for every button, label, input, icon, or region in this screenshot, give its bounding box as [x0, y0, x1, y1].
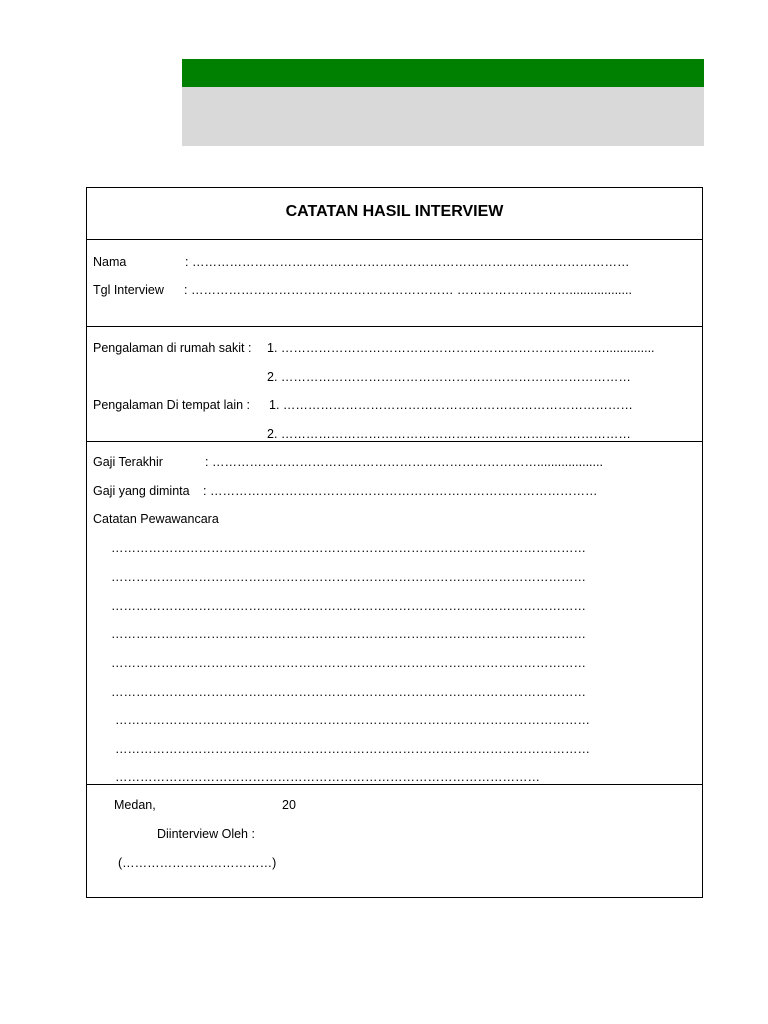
pengalaman-lain-field-2: 2. …………………………………………………………………………	[267, 427, 631, 441]
catatan-line: ……………………………………………………………………………………………………	[111, 685, 586, 699]
pengalaman-lain-field-1: 1. …………………………………………………………………………	[269, 398, 633, 412]
divider-title	[87, 239, 702, 240]
header-gray-bar	[182, 87, 704, 146]
catatan-line: ……………………………………………………………………………………………………	[111, 599, 586, 613]
divider-experience	[87, 441, 702, 442]
catatan-line: ……………………………………………………………………………………………………	[111, 570, 586, 584]
tgl-interview-field: : ……………………………………………………… ………………………..................	[184, 283, 632, 297]
catatan-line: ……………………………………………………………………………………………………	[115, 742, 590, 756]
catatan-line: ……………………………………………………………………………………………………	[111, 627, 586, 641]
interview-form	[86, 187, 703, 898]
divider-notes	[87, 784, 702, 785]
diinterview-label: Diinterview Oleh :	[157, 827, 255, 841]
nama-field: : ……………………………………………………………………………………………	[185, 255, 630, 269]
catatan-line: ……………………………………………………………………………………………………	[111, 656, 586, 670]
pengalaman-rs-field-1: 1. ……………………………………………………………………..............	[267, 341, 655, 355]
form-title: CATATAN HASIL INTERVIEW	[285, 203, 504, 220]
signature-line: (………………………………)	[118, 856, 277, 870]
gaji-terakhir-field: : ……………………………………………………………………...................	[205, 455, 603, 469]
catatan-line: ……………………………………………………………………………………………………	[115, 713, 590, 727]
nama-label: Nama	[93, 255, 127, 269]
divider-identity	[87, 326, 702, 327]
catatan-label: Catatan Pewawancara	[93, 512, 219, 526]
header-green-bar	[182, 59, 704, 87]
catatan-line: …………………………………………………………………………………………	[115, 770, 540, 784]
pengalaman-rs-field-2: 2. …………………………………………………………………………	[267, 370, 631, 384]
medan-label: Medan,	[114, 798, 156, 812]
tgl-interview-label: Tgl Interview	[93, 283, 164, 297]
gaji-terakhir-label: Gaji Terakhir	[93, 455, 163, 469]
gaji-diminta-label: Gaji yang diminta	[93, 484, 190, 498]
pengalaman-lain-label: Pengalaman Di tempat lain :	[93, 398, 251, 412]
catatan-line: ……………………………………………………………………………………………………	[111, 541, 586, 555]
year-label: 20	[282, 798, 296, 812]
gaji-diminta-field: : …………………………………………………………………………………	[203, 484, 598, 498]
pengalaman-rs-label: Pengalaman di rumah sakit :	[93, 341, 252, 355]
